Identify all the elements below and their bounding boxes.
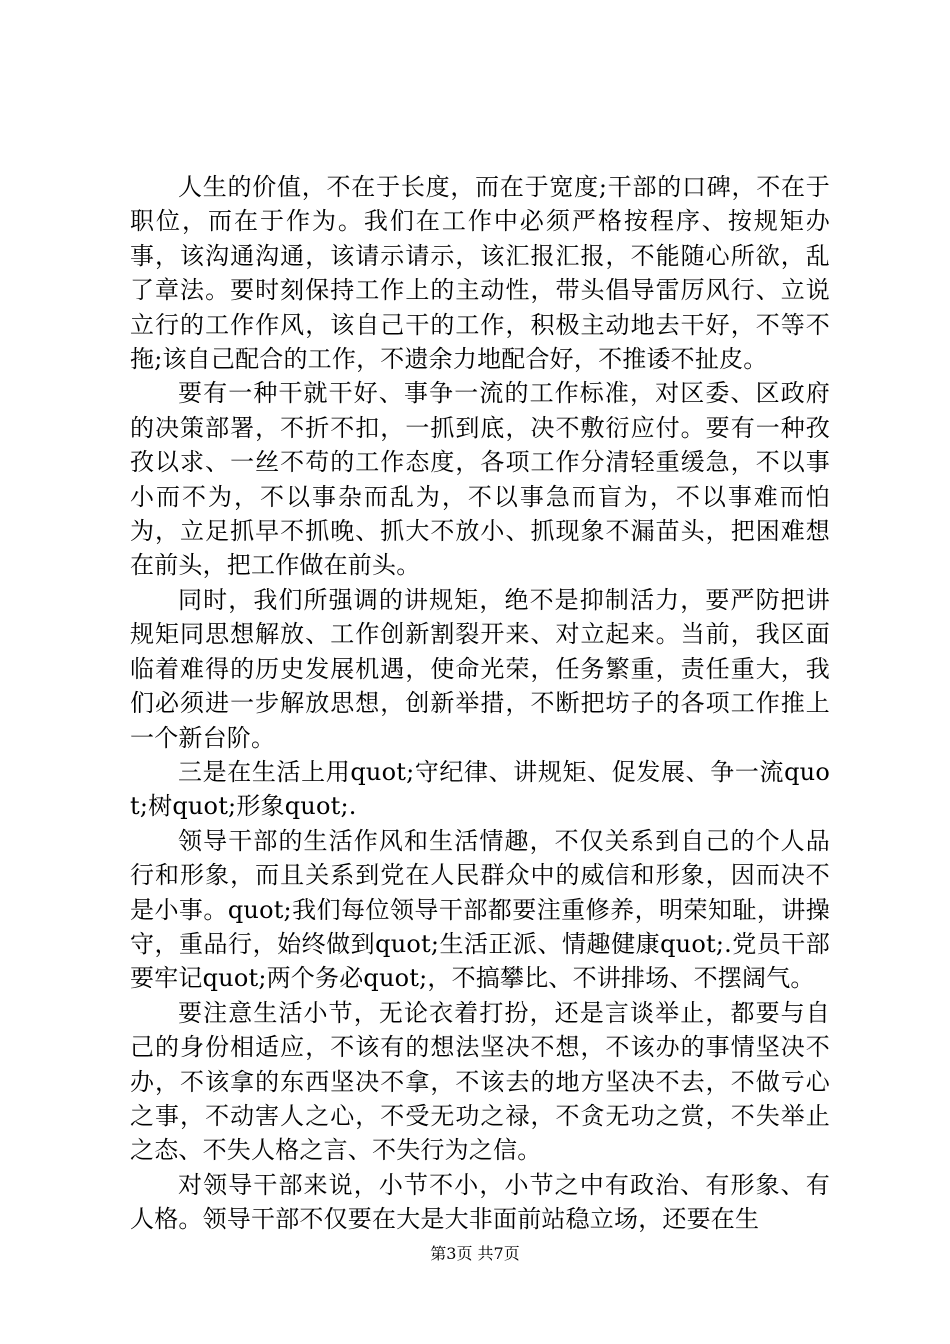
paragraph: 要注意生活小节，无论衣着打扮，还是言谈举止，都要与自己的身份相适应，不该有的想法坚决不想，不该办的事情坚决不办，不该拿的东西坚决不拿，不该去的地方坚决不去，不做亏心之事，不动害人之心，不受无功之禄，不贪无功之赏，不失举止之态、不失人格之言、不失行为之信。 (130, 998, 830, 1165)
paragraph: 同时，我们所强调的讲规矩，绝不是抑制活力，要严防把讲规矩同思想解放、工作创新割裂开来、对立起来。当前，我区面临着难得的历史发展机遇，使命光荣，任务繁重，责任重大，我们必须进一步解放思想，创新举措，不断把坊子的各项工作推上一个新台阶。 (130, 585, 830, 752)
document-body (130, 170, 830, 1237)
page-number-footer: 第3页 共7页 (430, 1244, 520, 1263)
paragraph: 三是在生活上用quot;守纪律、讲规矩、促发展、争一流quot;树quot;形象quot;. (130, 757, 830, 821)
paragraph: 人生的价值，不在于长度，而在于宽度;干部的口碑，不在于职位，而在于作为。我们在工作中必须严格按程序、按规矩办事，该沟通沟通，该请示请示，该汇报汇报，不能随心所欲，乱了章法。要时刻保持工作上的主动性，带头倡导雷厉风行、立说立行的工作作风，该自己干的工作，积极主动地去干好，不等不拖;该自己配合的工作，不遗余力地配合好，不推诿不扯皮。 (130, 173, 830, 374)
paragraph: 领导干部的生活作风和生活情趣，不仅关系到自己的个人品行和形象，而且关系到党在人民群众中的威信和形象，因而决不是小事。quot;我们每位领导干部都要注重修养，明荣知耻，讲操守，重品行，始终做到quot;生活正派、情趣健康quot;.党员干部要牢记quot;两个务必quot;，不搞攀比、不讲排场、不摆阔气。 (130, 826, 830, 993)
paragraph: 对领导干部来说，小节不小，小节之中有政治、有形象、有人格。领导干部不仅要在大是大非面前站稳立场，还要在生 (130, 1170, 830, 1234)
paragraph: 要有一种干就干好、事争一流的工作标准，对区委、区政府的决策部署，不折不扣，一抓到底，决不敷衍应付。要有一种孜孜以求、一丝不苟的工作态度，各项工作分清轻重缓急，不以事小而不为，不以事杂而乱为，不以事急而盲为，不以事难而怕为，立足抓早不抓晚、抓大不放小、抓现象不漏苗头，把困难想在前头，把工作做在前头。 (130, 379, 830, 580)
